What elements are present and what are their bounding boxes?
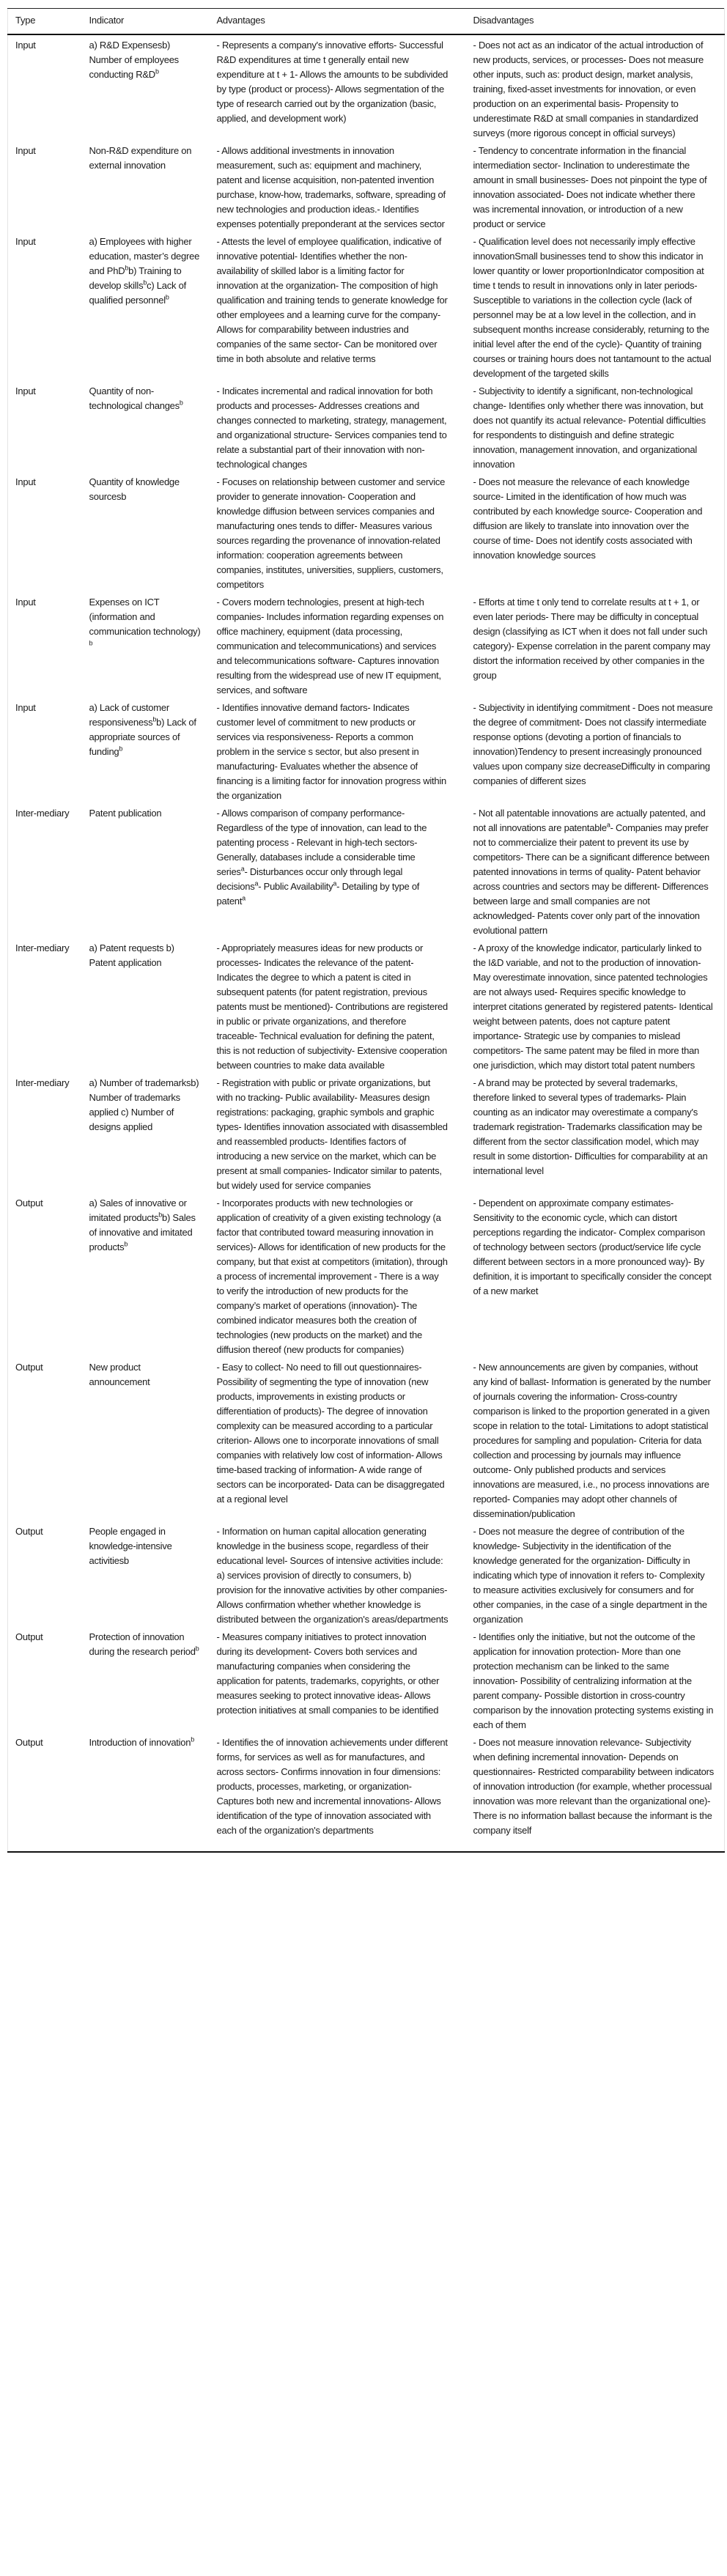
cell-indicator: Non-R&D expenditure on external innovation [89,145,192,171]
cell-type: Input [15,40,36,51]
cell-indicator: a) Sales of innovative or imitated products$^b$b) Sales of innovative and imitated products$^b$ [89,1197,196,1252]
table-row [8,1628,725,1734]
cell-type: Output [15,1737,43,1748]
header-disadvantages: Disadvantages [466,9,725,35]
cell-type: Input [15,385,36,396]
cell-disadvantages: - Not all patentable innovations are actually patented, and not all innovations are patentable$^a$- Companies may prefer not to commercialize their patent to prevent its use by competitors- There can be a significant difference between patented innovations in terms of quality- Patent behavior across countries and sectors may be different- Differences between large and small companies are not acknowledged- Patents cover only part of the innovation evolutional pattern [473,808,709,936]
cell-type: Output [15,1631,43,1642]
footnote-marker: b [155,67,159,75]
cell-disadvantages: - New announcements are given by companies, without any kind of ballast- Information is generated by the number of journals covering the information- Cross-country comparison is linked to the proportion generated in a given scope in relation to the total- Limitations to adopt statistical procedures for sampling and population- Criteria for data collection and processing by journals may influence outcome- Only published products and services innovations are measured, i.e., no process innovations are reported- Companies may adopt other channels of dissemination/publication [473,1362,711,1519]
cell-disadvantages: - A proxy of the knowledge indicator, particularly linked to the I&D variable, and not to the production of innovation- May overestimate innovation, since patented technologies are not always used- Requires specific knowledge to interpret citations generated by registered patents- Identical weight between patents, does not capture patent importance- Strategic use by companies to mislead competitors- The same patent may be filed in more than one jurisdiction, which may distort total patent numbers [473,942,713,1071]
cell-advantages: - Indicates incremental and radical innovation for both products and processes- Addresses creations and changes connected to marketing, strategy, management, and organizational structure- Services companies tend to relate a substantial part of their innovation with non-technological changes [216,385,447,470]
cell-advantages: - Easy to collect- No need to fill out questionnaires- Possibility of segmenting the type of innovation (new products, improvements in existing products or differentiation of products)- The degree of innovation complexity can be measured according to a particular criterion- Allows one to incorporate innovations of small companies with relatively low cost of information- Allows time-based tracking of information- A wide range of sectors can be incorporated- Data can be disaggregated at a regional level [216,1362,445,1505]
table-row [8,383,725,473]
cell-advantages: - Identifies innovative demand factors- Indicates customer level of commitment to new products or services via responsiveness- Reports a common problem in the service s sector, but also present in manufacturing- Evaluates whether the absence of financing is a limiting factor for innovation progress within the organization [216,702,447,801]
cell-advantages: - Allows additional investments in innovation measurement, such as: equipment and machinery, patent and license acquisition, non-patented invention purchase, know-how, trademarks, software, spreading of new technologies and production ideas.- Identifies expenses potentially preponderant at the services sector [216,145,446,229]
cell-advantages: - Incorporates products with new technologies or application of creativity of a given existing technology (a factor that contributed toward measuring innovation in services)- Allows for identification of new products for the company, but that exist at competitors (imitation), through a process of incremental improvement - There is a way to verify the introduction of new products for the company’s market of operations (innovation)- The combined indicator measures both the creation of technologies (new products on the market) and the diffusion thereof (new products for companies) [216,1197,448,1355]
cell-advantages: - Registration with public or private organizations, but with no tracking- Public availability- Measures design registrations: packaging, graphic symbols and graphic types- Identifies innovation associated with disassembled and reassembled products- Identifies factors of introducing a new service on the market, which can be present at small companies- Indicator similar to patents, but widely used for service companies [216,1077,448,1191]
footnote-marker: b [195,1645,199,1653]
cell-indicator: Patent publication [89,808,162,819]
table-row [8,699,725,805]
header-indicator: Indicator [82,9,210,35]
innovation-indicators-table [7,8,725,1853]
cell-indicator: a) Patent requests b) Patent application [89,942,174,968]
header-row [8,9,725,35]
cell-advantages: - Covers modern technologies, present at high-tech companies- Includes information regarding expenses on office machinery, equipment (data processing, communication and telecommunications) and services and telecommunications software- Captures innovation resulting from the widespread use of new IT equipment, services, and software [216,597,444,695]
header-advantages: Advantages [210,9,466,35]
cell-indicator: Expenses on ICT (information and communication technology) $^b$ [89,597,201,647]
cell-indicator: a) Employees with higher education, master’s degree and PhD$^b$b) Training to develop skills$^b$c) Lack of qualified personnel$^b$ [89,236,200,306]
footnote-marker: b [152,715,157,723]
cell-type: Output [15,1526,43,1537]
cell-type: Input [15,476,36,487]
cell-indicator: Protection of innovation during the research period$^b$ [89,1631,199,1657]
table-row [8,594,725,699]
cell-advantages: - Attests the level of employee qualification, indicative of innovative potential- Identifies whether the non-availability of skilled labor is a limiting factor for innovation at the organization- The composition of high qualification and training tends to generate knowledge for other employees and a learning curve for the company- Allows for comparability between industries and companies of the same sector- Can be monitored over time in both absolute and relative terms [216,236,448,364]
footnote-marker: a [242,894,246,902]
cell-indicator: a) Number of trademarksb) Number of trademarks applied c) Number of designs applied [89,1077,199,1132]
footnote-marker: b [89,639,93,647]
cell-disadvantages: - Does not measure innovation relevance- Subjectivity when defining incremental innovation- Depends on questionnaires- Restricted comparability between indicators of innovation introduction (for example, whether processual innovation was more relevant than the organizational one)- There is no information ballast because the informant is the company itself [473,1737,714,1836]
table-header [8,9,725,35]
cell-type: Inter-mediary [15,942,70,953]
cell-advantages: - Information on human capital allocation generating knowledge in the business scope, regardless of their educational level- Sources of intensive activities include: a) services provision of directly to consumers, b) provision for the innovative activities by other companies- Allows confirmation whether whether knowledge is distributed between the organization's areas/departments [216,1526,449,1625]
table-row [8,940,725,1074]
cell-advantages: - Focuses on relationship between customer and service provider to generate innovation- Cooperation and knowledge diffusion between services companies and manufacturing ones tends to differ- Measures various sources regarding the provenance of innovation-related information: cooperation agreements between companies, institutes, universities, suppliers, customers, competitors [216,476,446,590]
footnote-marker: b [191,1735,195,1743]
cell-disadvantages: - Does not measure the relevance of each knowledge source- Limited in the identification of how much was contributed by each knowledge source- Cooperation and diffusion are likely to translate into innovation over the course of time- Does not identify costs associated with innovation knowledge sources [473,476,703,561]
table-row [8,1195,725,1359]
cell-type: Output [15,1197,43,1208]
cell-disadvantages: - Efforts at time t only tend to correlate results at t + 1, or even later periods- There may be difficulty in conceptual design (classifying as ICT when it does not fall under such category)- Expense correlation in the parent company may distort the information received by other companies in the group [473,597,710,681]
cell-type: Input [15,145,36,156]
cell-advantages: - Allows comparison of company performance- Regardless of the type of innovation, can lead to the patenting process - Relevant in high-tech sectors- Generally, databases include a considerable time series$^a$- Disturbances occur only through legal decisions$^a$- Public Availability$^a$- Detailing by type of patent$^a$ [216,808,427,907]
cell-disadvantages: - A brand may be protected by several trademarks, therefore linked to several types of trademarks- Plain counting as an indicator may overestimate a company's trademark registration- Trademarks classification may be different from the sector classification model, which may result in some distortion- Difficulties for comparability at an international level [473,1077,708,1176]
table-row [8,1359,725,1523]
cell-disadvantages: - Does not act as an indicator of the actual introduction of new products, services, or processes- Does not measure other inputs, such as: product design, market analysis, training, fixed-asset investments for innovation, or even production on an experimental basis- Propensity to underestimate R&D at small companies in standardized surveys (more rigorous concept in official surveys) [473,40,704,139]
cell-indicator: New product announcement [89,1362,150,1387]
cell-indicator: Quantity of non-technological changes$^b$ [89,385,183,411]
table-row [8,142,725,233]
cell-type: Input [15,702,36,713]
footnote-marker: b [119,745,123,753]
footnote-marker: b [158,1211,163,1219]
footnote-marker: b [124,1240,128,1248]
table-row [8,1074,725,1195]
cell-indicator: Introduction of innovation$^b$ [89,1735,195,1748]
table-body [8,34,725,1852]
cell-disadvantages: - Subjectivity in identifying commitment - Does not measure the degree of commitment- Does not classify intermediate response options (devoting a portion of financials to innovation)Tendency to present increasingly pronounced values upon company size decreaseDifficulty in comparing companies of different sizes [473,702,713,786]
table-row [8,473,725,594]
cell-advantages: - Represents a company's innovative efforts- Successful R&D expenditures at time t generally entail new expenditure at t + 1- Allows the amounts to be subdivided by type (product or process)- Allows segmentation of the type of research carried out by the organization (basic, applied, and development work) [216,40,449,124]
cell-indicator: People engaged in knowledge-intensive activitiesb [89,1526,172,1566]
table-row [8,233,725,383]
footnote-marker: b [165,293,169,301]
footnote-marker: a [240,865,245,873]
footnote-marker: a [606,821,610,829]
cell-disadvantages: - Subjectivity to identify a significant, non-technological change- Identifies only whether there was innovation, but does not quantify its actual relevance- Potential difficulties for respondents to distinguish and define strategic innovation, management innovation, and organizational innovation [473,385,706,470]
footnote-marker: a [254,879,259,887]
header-type: Type [8,9,82,35]
footnote-marker: b [179,399,183,407]
cell-disadvantages: - Identifies only the initiative, but not the outcome of the application for innovation protection- More than one protection mechanism can be linked to the same innovation- Possibility of centralizing information at the parent company- Possible distortion in cross-country comparison by the innovation protecting systems existing in each of them [473,1631,714,1730]
cell-disadvantages: - Tendency to concentrate information in the financial intermediation sector- Inclination to underestimate the amount in small businesses- Does not pinpoint the type of innovation associated- Does not indicate whether there was incremental innovation, or introduction of a new product or service [473,145,707,229]
cell-indicator: Quantity of knowledge sourcesb [89,476,180,502]
cell-advantages: - Appropriately measures ideas for new products or processes- Indicates the relevance of the patent- Indicates the degree to which a patent is cited in subsequent patents (for patent registration, previous patents must be mentioned)- Contributions are registered in public or private organizations, and therefore traceable- Technical evaluation for defining the patent, this is not reduction of subjectivity- Extensive cooperation between countries to make data available [216,942,449,1071]
cell-type: Output [15,1362,43,1373]
cell-disadvantages: - Does not measure the degree of contribution of the knowledge- Subjectivity in the identification of the knowledge generated for the organization- Difficulty in indicating which type of innovation it refers to- Complexity to measure activities exclusively for consumers and for other companies, in the case of a single department in the organization [473,1526,707,1625]
cell-type: Input [15,597,36,608]
footnote-marker: b [143,278,147,287]
table-row [8,805,725,940]
table-row [8,1523,725,1628]
footnote-marker: a [333,879,337,887]
cell-disadvantages: - Dependent on approximate company estimates- Sensitivity to the economic cycle, which can distort perceptions regarding the indicator- Complex comparison of technology between sectors (product/service life cycle different between sectors in a more pronounced way)- By definition, it is important to specifically consider the concept of a new market [473,1197,712,1296]
table-row [8,34,725,142]
cell-type: Inter-mediary [15,1077,70,1088]
cell-advantages: - Identifies the of innovation achievements under different forms, for services as well as for manufactures, and across sectors- Confirms innovation in four dimensions: products, processes, marketing, or organization- Captures both new and incremental innovations- Allows identification of the type of innovation associated with each of the organization's departments [216,1737,448,1836]
footnote-marker: b [125,264,129,272]
cell-indicator: a) Lack of customer responsiveness$^b$b) Lack of appropriate sources of funding$^b$ [89,702,196,757]
cell-disadvantages: - Qualification level does not necessarily imply effective innovationSmall businesses tend to show this indicator in lower quantity or lower proportionIndicator composition at time t tends to result in innovations only in later periods- Susceptible to variations in the collection cycle (lack of personnel may be at a low level in the collection, and in subsequent months increase considerably, returning to the initial level after the end of the cycle)- Quantity of training courses or training hours does not tantamount to the actual development of the targeted skills [473,236,712,379]
cell-type: Inter-mediary [15,808,70,819]
cell-advantages: - Measures company initiatives to protect innovation during its development- Covers both services and manufacturing companies when considering the application for patents, trademarks, copyrights, or other measures seeking to protect innovative ideas- Allows protection initiatives at small companies to be identified [216,1631,440,1716]
cell-indicator: a) R&D Expensesb) Number of employees conducting $R\&D^b$ [89,40,179,80]
table-row [8,1734,725,1852]
cell-type: Input [15,236,36,247]
